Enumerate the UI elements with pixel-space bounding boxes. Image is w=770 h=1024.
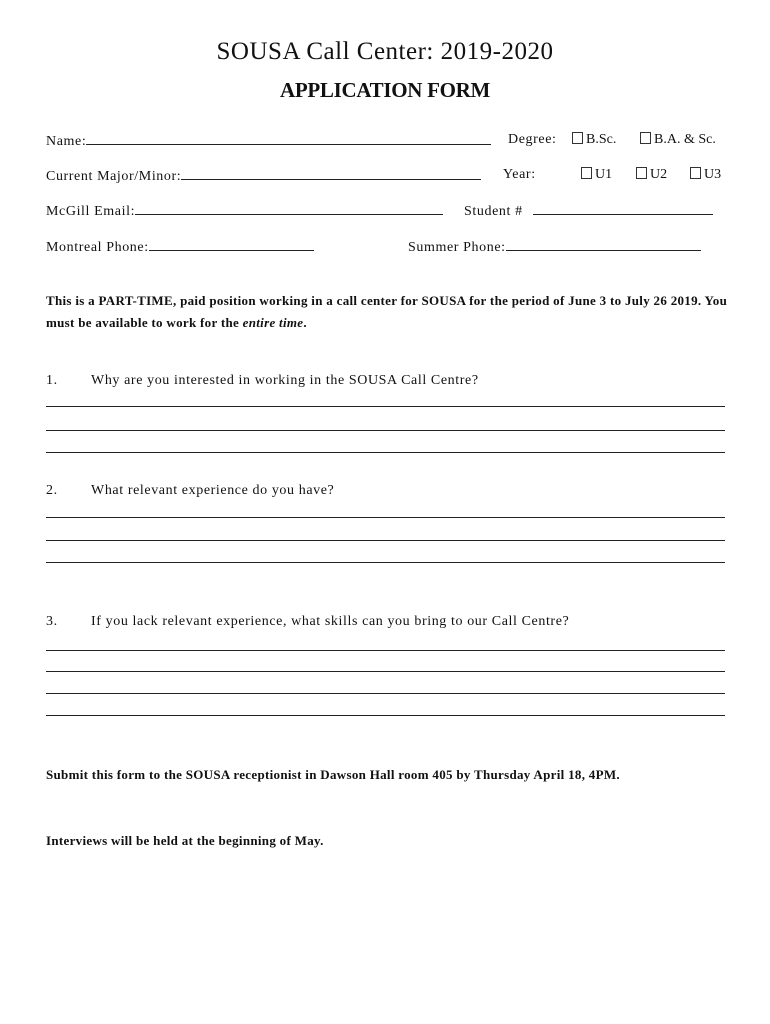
email-field <box>46 202 443 220</box>
answer-line[interactable] <box>46 452 725 453</box>
name-field <box>46 132 491 150</box>
degree-label: Degree: <box>508 132 557 147</box>
question-1: 1. Why are you interested in working in the SOUSA Call Centre? <box>46 373 479 388</box>
interview-note: Interviews will be held at the beginning of May. <box>46 833 324 848</box>
answer-line[interactable] <box>46 406 725 407</box>
position-notice: This is a PART-TIME, paid position working in a call center for SOUSA for the period of June 3 to July 26 2019. You must be available to work for the entire time. <box>46 293 728 330</box>
answer-line[interactable] <box>46 562 725 563</box>
checkbox-icon[interactable] <box>690 167 701 179</box>
montreal-phone-field <box>46 238 314 256</box>
degree-option-bsc[interactable]: B.Sc. <box>572 132 616 148</box>
email-label: McGill Email: <box>46 204 136 219</box>
major-label: Current Major/Minor: <box>46 169 182 184</box>
name-label: Name: <box>46 134 87 149</box>
year-label: Year: <box>503 167 536 182</box>
answer-line[interactable] <box>46 540 725 541</box>
name-input-line[interactable] <box>86 132 491 145</box>
checkbox-icon[interactable] <box>581 167 592 179</box>
checkbox-icon[interactable] <box>572 132 583 144</box>
year-option-u1[interactable]: U1 <box>581 167 612 183</box>
montreal-phone-label: Montreal Phone: <box>46 240 149 255</box>
notice-emphasis: entire time <box>242 315 304 330</box>
degree-field <box>508 132 557 148</box>
submit-instructions: Submit this form to the SOUSA receptionist in Dawson Hall room 405 by Thursday April 18, 4PM. <box>46 767 620 782</box>
checkbox-icon[interactable] <box>636 167 647 179</box>
email-input-line[interactable] <box>135 202 443 215</box>
answer-line[interactable] <box>46 517 725 518</box>
answer-line[interactable] <box>46 671 725 672</box>
major-input-line[interactable] <box>181 167 481 180</box>
question-3: 3. If you lack relevant experience, what skills can you bring to our Call Centre? <box>46 614 570 629</box>
answer-line[interactable] <box>46 693 725 694</box>
student-number-input-line[interactable] <box>533 202 713 215</box>
student-number-field <box>464 202 713 220</box>
year-option-u2[interactable]: U2 <box>636 167 667 183</box>
montreal-phone-input-line[interactable] <box>149 238 314 251</box>
degree-option-ba-sc[interactable]: B.A. & Sc. <box>640 132 716 148</box>
page-title: SOUSA Call Center: 2019-2020 <box>216 38 554 65</box>
student-number-label: Student # <box>464 204 523 219</box>
question-2: 2. What relevant experience do you have? <box>46 483 335 498</box>
summer-phone-field <box>408 238 701 256</box>
summer-phone-input-line[interactable] <box>506 238 701 251</box>
year-field <box>503 167 536 183</box>
year-option-u3[interactable]: U3 <box>690 167 721 183</box>
summer-phone-label: Summer Phone: <box>408 240 506 255</box>
major-field <box>46 167 481 185</box>
answer-line[interactable] <box>46 650 725 651</box>
answer-line[interactable] <box>46 430 725 431</box>
checkbox-icon[interactable] <box>640 132 651 144</box>
form-subtitle: APPLICATION FORM <box>279 78 491 102</box>
answer-line[interactable] <box>46 715 725 716</box>
